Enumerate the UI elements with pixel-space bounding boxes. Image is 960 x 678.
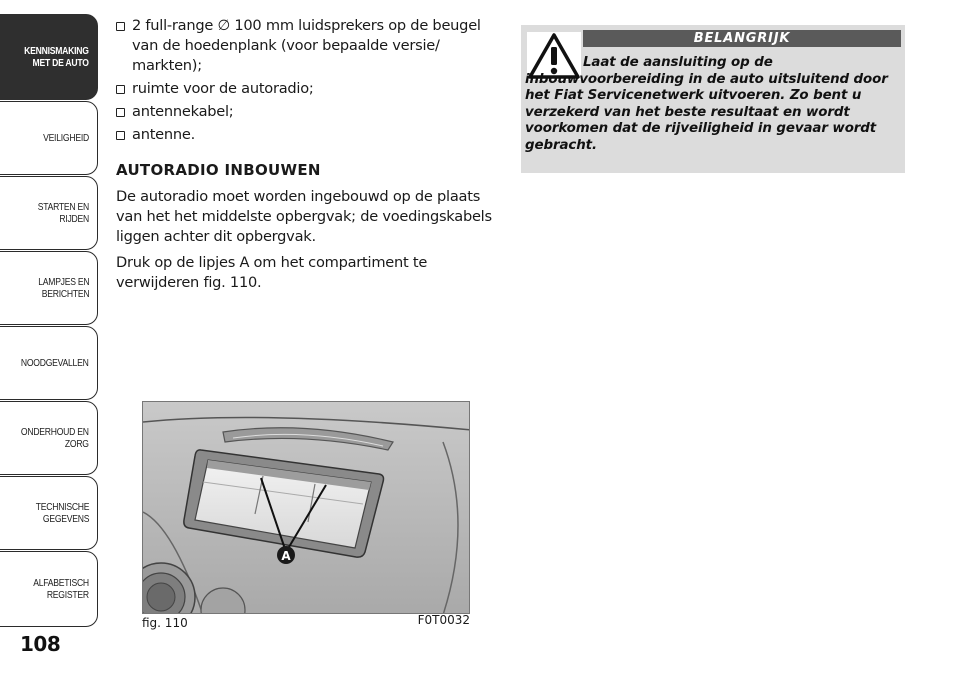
tab-veiligheid[interactable] bbox=[0, 101, 98, 175]
tab-label: TECHNISCHE GEGEVENS bbox=[35, 501, 89, 525]
tab-label: STARTEN EN RIJDEN bbox=[37, 201, 89, 225]
tab-alfabetisch-register[interactable] bbox=[0, 551, 98, 627]
tab-label: ALFABETISCH REGISTER bbox=[33, 577, 89, 601]
tab-label: KENNISMAKING MET DE AUTO bbox=[24, 45, 89, 69]
tab-label: ONDERHOUD EN ZORG bbox=[21, 426, 89, 450]
tab-onderhoud-en-zorg[interactable] bbox=[0, 401, 98, 475]
body-text bbox=[116, 16, 496, 299]
dashboard-compartment-illustration bbox=[143, 402, 470, 614]
paragraph: Druk op de lipjes A om het compartiment te verwijderen fig. 110. bbox=[116, 254, 428, 291]
callout-a-label: A bbox=[281, 549, 291, 563]
bullet-item: antennekabel; bbox=[116, 102, 496, 122]
bullet-item: ruimte voor de autoradio; bbox=[116, 79, 496, 99]
section-heading: AUTORADIO INBOUWEN bbox=[116, 161, 321, 179]
tab-kennismaking[interactable] bbox=[0, 14, 98, 100]
tab-label: LAMPJES EN BERICHTEN bbox=[37, 276, 89, 300]
tab-lampjes-en-berichten[interactable] bbox=[0, 251, 98, 325]
paragraph: De autoradio moet worden ingebouwd op de plaats van het het middelste opbergvak; de voedingskabels liggen achter dit opbergvak. bbox=[116, 188, 492, 245]
chapter-tabs bbox=[0, 0, 100, 640]
tab-label: NOODGEVALLEN bbox=[21, 357, 89, 369]
tab-starten-en-rijden[interactable] bbox=[0, 176, 98, 250]
page-number: 108 bbox=[20, 632, 61, 656]
bullet-item: antenne. bbox=[116, 125, 496, 145]
tab-noodgevallen[interactable] bbox=[0, 326, 98, 400]
figure-code: F0T0032 bbox=[417, 613, 470, 627]
warning-box bbox=[521, 25, 905, 173]
tab-label: VEILIGHEID bbox=[43, 132, 89, 144]
bullet-item: 2 full-range ∅ 100 mm luidsprekers op de beugel van de hoedenplank (voor bepaalde versie/ markten); bbox=[116, 16, 496, 76]
warning-text: Laat de aansluiting op de inbouwvoorbereiding in de auto uitsluitend door het Fiat Servicenetwerk uitvoeren. Zo bent u verzekerd van het beste resultaat en wordt voorkomen dat de rijveiligheid in gevaar wordt gebracht. bbox=[525, 55, 888, 153]
warning-title: BELANGRIJK bbox=[583, 30, 901, 47]
figure-caption: fig. 110 bbox=[142, 616, 188, 630]
tab-technische-gegevens[interactable] bbox=[0, 476, 98, 550]
figure-illustration bbox=[142, 401, 470, 614]
